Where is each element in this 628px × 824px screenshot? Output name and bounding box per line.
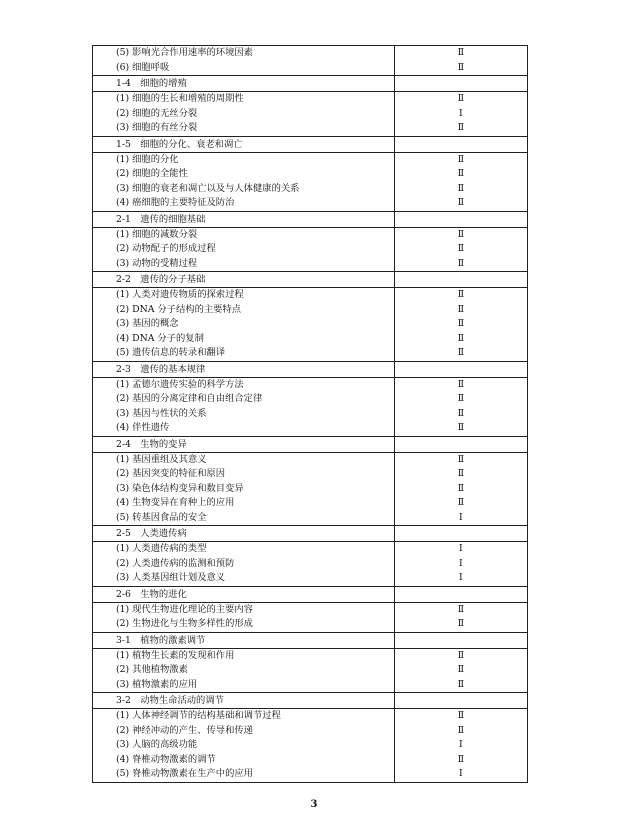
topic-item: (3) 细胞的有丝分裂 [116, 122, 198, 133]
topic-item: (4) 癌细胞的主要特征及防治 [116, 197, 235, 208]
level-mark: Ⅱ [457, 347, 465, 358]
topic-item: (5) 影响光合作用速率的环境因素 [116, 47, 253, 58]
section-header-row [93, 136, 528, 152]
topic-item: (1) 人类遗传病的类型 [116, 543, 207, 554]
topics-cell [93, 227, 395, 272]
section-header-cell [93, 586, 395, 602]
level-mark: Ⅱ [457, 422, 465, 433]
levels-cell [394, 92, 527, 137]
topic-item: (4) 脊椎动物激素的调节 [116, 753, 216, 765]
section-header-cell [93, 272, 395, 288]
section-header-level-cell [394, 436, 527, 452]
levels-cell [394, 542, 527, 587]
section-header-row [93, 361, 528, 377]
topic-item: (5) 脊椎动物激素在生产中的应用 [116, 768, 253, 779]
topic-item: (3) 染色体结构变异和数目变异 [116, 482, 244, 494]
level-mark: Ⅱ [457, 228, 465, 240]
topics-cell [93, 452, 395, 526]
level-mark: Ⅱ [457, 710, 465, 721]
topics-cell [93, 152, 395, 211]
level-mark: Ⅱ [457, 153, 465, 165]
section-header-row [93, 632, 528, 648]
section-header-row [93, 586, 528, 602]
level-mark: Ⅱ [457, 197, 465, 208]
level-mark: Ⅱ [457, 289, 465, 300]
section-header-level-cell [394, 272, 527, 288]
section-header-cell [93, 361, 395, 377]
topic-item: (3) 动物的受精过程 [116, 257, 198, 269]
requirements-table [92, 45, 528, 783]
level-mark: Ⅱ [457, 603, 465, 615]
page-number: 3 [310, 799, 318, 810]
section-header-row [93, 526, 528, 542]
section-header-cell [93, 693, 395, 709]
level-mark: Ⅱ [457, 257, 465, 269]
topic-item: (1) 人类对遗传物质的探索过程 [116, 289, 244, 300]
section-title: 3-2 动物生命活动的调节 [116, 695, 224, 706]
topic-item: (2) 其他植物激素 [116, 664, 188, 675]
section-items-row [93, 92, 528, 137]
topic-item: (6) 细胞呼吸 [116, 61, 170, 73]
section-header-level-cell [394, 361, 527, 377]
level-mark: Ⅰ [459, 572, 463, 583]
section-items-row [93, 152, 528, 211]
topic-item: (3) 基因的概念 [116, 318, 179, 329]
section-items-row [93, 542, 528, 587]
level-mark: Ⅱ [457, 378, 465, 390]
level-mark: Ⅱ [457, 407, 465, 419]
topic-item: (1) 细胞的生长和增殖的周期性 [116, 93, 244, 104]
section-header-cell [93, 526, 395, 542]
level-mark: Ⅱ [457, 664, 465, 675]
level-mark: Ⅱ [457, 482, 465, 494]
topic-item: (2) 人类遗传病的监测和预防 [116, 557, 235, 569]
level-mark: Ⅱ [457, 678, 465, 690]
levels-cell [394, 152, 527, 211]
level-mark: Ⅰ [459, 739, 463, 750]
topic-item: (4) DNA 分子的复制 [116, 332, 204, 344]
topic-item: (2) 基因突变的特征和原因 [116, 468, 226, 479]
section-title: 2-3 遗传的基本规律 [116, 363, 206, 375]
topic-item: (3) 人脑的高级功能 [116, 739, 198, 750]
section-header-level-cell [394, 136, 527, 152]
level-mark: Ⅱ [457, 453, 465, 465]
level-mark: Ⅱ [457, 753, 465, 765]
levels-cell [394, 46, 527, 76]
levels-cell [394, 288, 527, 362]
section-items-row [93, 377, 528, 436]
section-header-row [93, 272, 528, 288]
section-header-level-cell [394, 526, 527, 542]
table-body [93, 46, 528, 783]
topic-item: (1) 孟德尔遗传实验的科学方法 [116, 378, 244, 390]
section-header-row [93, 211, 528, 227]
topic-item: (2) 基因的分离定律和自由组合定律 [116, 393, 263, 404]
section-title: 1-4 细胞的增殖 [116, 78, 187, 89]
level-mark: Ⅱ [457, 497, 465, 508]
section-header-level-cell [394, 586, 527, 602]
level-mark: Ⅱ [457, 724, 465, 736]
section-items-row [93, 227, 528, 272]
levels-cell [394, 227, 527, 272]
topic-item: (3) 植物激素的应用 [116, 678, 198, 690]
section-items-row [93, 46, 528, 76]
level-mark: Ⅱ [457, 393, 465, 404]
level-mark: Ⅱ [457, 168, 465, 179]
topic-item: (1) 人体神经调节的结构基础和调节过程 [116, 710, 281, 721]
level-mark: Ⅱ [457, 649, 465, 661]
topic-item: (4) 伴性遗传 [116, 422, 170, 433]
section-header-level-cell [394, 693, 527, 709]
section-header-cell [93, 436, 395, 452]
section-header-cell [93, 211, 395, 227]
level-mark: Ⅱ [457, 332, 465, 344]
section-items-row [93, 288, 528, 362]
section-header-row [93, 693, 528, 709]
section-title: 2-6 生物的进化 [116, 588, 187, 600]
level-mark: Ⅱ [457, 318, 465, 329]
section-header-cell [93, 632, 395, 648]
topic-item: (4) 生物变异在育种上的应用 [116, 497, 235, 508]
levels-cell [394, 648, 527, 693]
topics-cell [93, 602, 395, 632]
level-mark: Ⅱ [457, 93, 465, 104]
levels-cell [394, 452, 527, 526]
topic-item: (5) 转基因食品的安全 [116, 511, 207, 523]
section-header-cell [93, 76, 395, 92]
level-mark: Ⅱ [457, 61, 465, 73]
topics-cell [93, 542, 395, 587]
level-mark: Ⅰ [459, 107, 463, 119]
level-mark: Ⅰ [459, 768, 463, 779]
topic-item: (1) 植物生长素的发现和作用 [116, 649, 235, 661]
topic-item: (2) 细胞的无丝分裂 [116, 107, 198, 119]
level-mark: Ⅰ [459, 557, 463, 569]
topic-item: (1) 细胞的减数分裂 [116, 228, 198, 240]
section-header-cell [93, 136, 395, 152]
section-title: 2-5 人类遗传病 [116, 528, 187, 539]
topic-item: (2) 动物配子的形成过程 [116, 243, 216, 254]
section-items-row [93, 709, 528, 783]
topic-item: (3) 基因与性状的关系 [116, 407, 207, 419]
level-mark: Ⅱ [457, 243, 465, 254]
topic-item: (3) 细胞的衰老和凋亡以及与人体健康的关系 [116, 182, 300, 194]
level-mark: Ⅱ [457, 303, 465, 315]
topic-item: (2) 细胞的全能性 [116, 168, 188, 179]
level-mark: Ⅰ [459, 543, 463, 554]
levels-cell [394, 602, 527, 632]
topics-cell [93, 92, 395, 137]
section-header-row [93, 436, 528, 452]
level-mark: Ⅰ [459, 511, 463, 523]
level-mark: Ⅱ [457, 47, 465, 58]
levels-cell [394, 377, 527, 436]
section-title: 2-2 遗传的分子基础 [116, 274, 206, 285]
topic-item: (5) 遗传信息的转录和翻译 [116, 347, 226, 358]
topic-item: (2) DNA 分子结构的主要特点 [116, 303, 242, 315]
topic-item: (1) 基因重组及其意义 [116, 453, 207, 465]
section-title: 2-1 遗传的细胞基础 [116, 213, 206, 225]
levels-cell [394, 709, 527, 783]
section-header-level-cell [394, 211, 527, 227]
section-items-row [93, 452, 528, 526]
level-mark: Ⅱ [457, 618, 465, 629]
section-header-row [93, 76, 528, 92]
topics-cell [93, 288, 395, 362]
topics-cell [93, 709, 395, 783]
topic-item: (1) 现代生物进化理论的主要内容 [116, 603, 253, 615]
section-header-level-cell [394, 632, 527, 648]
topic-item: (1) 细胞的分化 [116, 153, 179, 165]
section-items-row [93, 648, 528, 693]
topic-item: (2) 生物进化与生物多样性的形成 [116, 618, 253, 629]
section-title: 2-4 生物的变异 [116, 438, 187, 450]
section-header-level-cell [394, 76, 527, 92]
level-mark: Ⅱ [457, 182, 465, 194]
topic-item: (3) 人类基因组计划及意义 [116, 572, 226, 583]
topics-cell [93, 46, 395, 76]
level-mark: Ⅱ [457, 122, 465, 133]
section-items-row [93, 602, 528, 632]
section-title: 1-5 细胞的分化、衰老和凋亡 [116, 138, 243, 150]
topic-item: (2) 神经冲动的产生、传导和传递 [116, 724, 253, 736]
topics-cell [93, 377, 395, 436]
section-title: 3-1 植物的激素调节 [116, 634, 206, 646]
topics-cell [93, 648, 395, 693]
level-mark: Ⅱ [457, 468, 465, 479]
